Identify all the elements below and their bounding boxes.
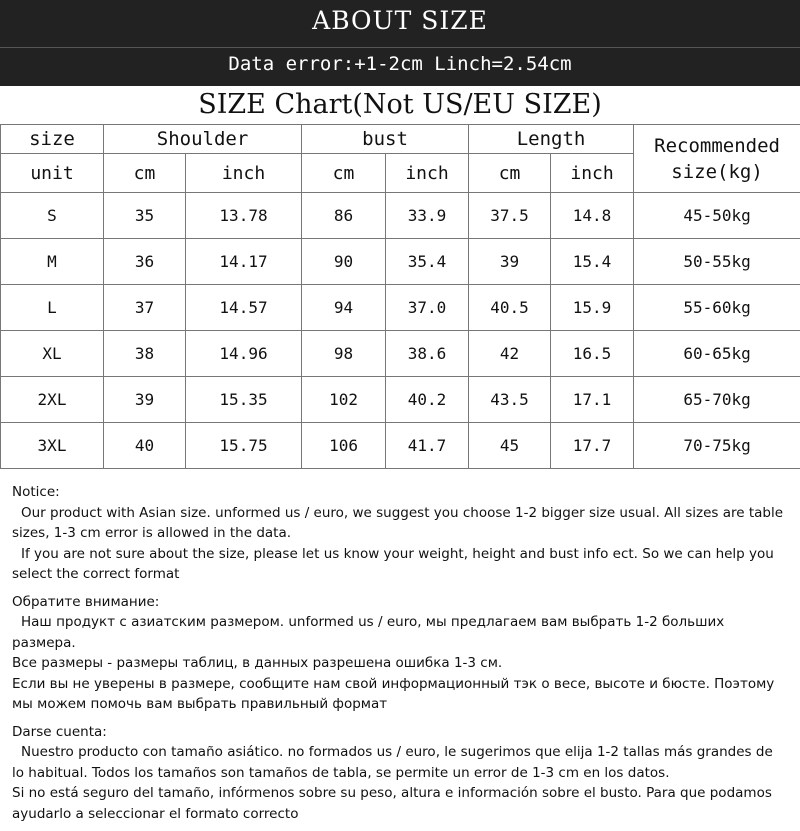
notice-line: Все размеры - размеры таблиц, в данных разрешена ошибка 1-3 см. <box>12 653 792 674</box>
size-table <box>0 124 800 469</box>
length-inch-cell: 17.1 <box>551 377 634 423</box>
shoulder-inch-cell: 13.78 <box>186 193 302 239</box>
length-cm-header: cm <box>469 154 551 193</box>
length-inch-cell: 16.5 <box>551 331 634 377</box>
about-size-header <box>0 0 800 86</box>
recommended-cell: 60-65kg <box>634 331 800 377</box>
table-row <box>1 193 800 239</box>
notice-line: Nuestro producto con tamaño asiático. no formados us / euro, le sugerimos que elija 1-2 tallas más grandes de <box>12 742 792 763</box>
bust-inch-cell: 38.6 <box>386 331 469 377</box>
recommended-cell: 55-60kg <box>634 285 800 331</box>
size-cell: L <box>1 285 104 331</box>
recommended-cell: 70-75kg <box>634 423 800 469</box>
size-cell: 2XL <box>1 377 104 423</box>
bust-cm-cell: 102 <box>302 377 386 423</box>
length-cm-cell: 45 <box>469 423 551 469</box>
shoulder-header: Shoulder <box>104 125 302 154</box>
length-inch-cell: 14.8 <box>551 193 634 239</box>
bust-cm-cell: 86 <box>302 193 386 239</box>
shoulder-cm-cell: 40 <box>104 423 186 469</box>
bust-inch-cell: 35.4 <box>386 239 469 285</box>
shoulder-inch-cell: 14.17 <box>186 239 302 285</box>
shoulder-cm-cell: 38 <box>104 331 186 377</box>
notice-english <box>12 482 792 585</box>
shoulder-inch-cell: 15.35 <box>186 377 302 423</box>
size-header: size <box>1 125 104 154</box>
bust-inch-header: inch <box>386 154 469 193</box>
bust-inch-cell: 33.9 <box>386 193 469 239</box>
notice-line: ayudarlo a seleccionar el formato correcto <box>12 804 792 825</box>
header-divider <box>0 47 800 48</box>
table-row <box>1 423 800 469</box>
shoulder-cm-header: cm <box>104 154 186 193</box>
length-header: Length <box>469 125 634 154</box>
size-cell: M <box>1 239 104 285</box>
bust-cm-cell: 94 <box>302 285 386 331</box>
unit-header: unit <box>1 154 104 193</box>
header-row-1 <box>1 125 800 154</box>
notice-line: sizes, 1-3 cm error is allowed in the data. <box>12 523 792 544</box>
notice-russian <box>12 592 792 715</box>
notice-heading: Обратите внимание: <box>12 592 792 613</box>
size-cell: S <box>1 193 104 239</box>
recommended-cell: 50-55kg <box>634 239 800 285</box>
data-error-note: Data error:+1-2cm Linch=2.54cm <box>0 53 800 75</box>
shoulder-inch-cell: 15.75 <box>186 423 302 469</box>
length-inch-cell: 15.4 <box>551 239 634 285</box>
notice-line: Si no está seguro del tamaño, infórmenos sobre su peso, altura e información sobre el busto. Para que podamos <box>12 783 792 804</box>
bust-inch-cell: 40.2 <box>386 377 469 423</box>
table-row <box>1 377 800 423</box>
size-chart-title: SIZE Chart(Not US/EU SIZE) <box>0 86 800 124</box>
length-inch-cell: 15.9 <box>551 285 634 331</box>
recommended-cell: 65-70kg <box>634 377 800 423</box>
notice-heading: Notice: <box>12 482 792 503</box>
length-cm-cell: 40.5 <box>469 285 551 331</box>
notice-line: Если вы не уверены в размере, сообщите нам свой информационный тэк о весе, высоте и бюсте. Поэтому <box>12 674 792 695</box>
bust-cm-cell: 98 <box>302 331 386 377</box>
recommended-header: Recommended size(kg) <box>634 125 800 193</box>
shoulder-inch-header: inch <box>186 154 302 193</box>
notice-spanish <box>12 722 792 825</box>
notice-line: Our product with Asian size. unformed us / euro, we suggest you choose 1-2 bigger size usual. All sizes are table <box>12 503 792 524</box>
length-cm-cell: 42 <box>469 331 551 377</box>
shoulder-cm-cell: 39 <box>104 377 186 423</box>
size-cell: XL <box>1 331 104 377</box>
bust-header: bust <box>302 125 469 154</box>
notice-line: Наш продукт с азиатским размером. unformed us / euro, мы предлагаем вам выбрать 1-2 больших размера. <box>12 612 792 653</box>
recommended-cell: 45-50kg <box>634 193 800 239</box>
table-row <box>1 285 800 331</box>
bust-cm-cell: 90 <box>302 239 386 285</box>
shoulder-cm-cell: 37 <box>104 285 186 331</box>
header-title: ABOUT SIZE <box>0 6 800 35</box>
size-cell: 3XL <box>1 423 104 469</box>
shoulder-cm-cell: 35 <box>104 193 186 239</box>
table-row <box>1 239 800 285</box>
shoulder-inch-cell: 14.57 <box>186 285 302 331</box>
notice-line: мы можем помочь вам выбрать правильный формат <box>12 694 792 715</box>
bust-inch-cell: 41.7 <box>386 423 469 469</box>
bust-cm-header: cm <box>302 154 386 193</box>
length-cm-cell: 39 <box>469 239 551 285</box>
notice-heading: Darse cuenta: <box>12 722 792 743</box>
notice-line: lo habitual. Todos los tamaños son tamaños de tabla, se permite un error de 1-3 cm en los datos. <box>12 763 792 784</box>
table-row <box>1 331 800 377</box>
notice-line: If you are not sure about the size, please let us know your weight, height and bust info ect. So we can help you <box>12 544 792 565</box>
notice-line: select the correct format <box>12 564 792 585</box>
bust-cm-cell: 106 <box>302 423 386 469</box>
length-inch-header: inch <box>551 154 634 193</box>
length-cm-cell: 37.5 <box>469 193 551 239</box>
shoulder-cm-cell: 36 <box>104 239 186 285</box>
notices <box>12 482 792 831</box>
shoulder-inch-cell: 14.96 <box>186 331 302 377</box>
length-cm-cell: 43.5 <box>469 377 551 423</box>
length-inch-cell: 17.7 <box>551 423 634 469</box>
bust-inch-cell: 37.0 <box>386 285 469 331</box>
